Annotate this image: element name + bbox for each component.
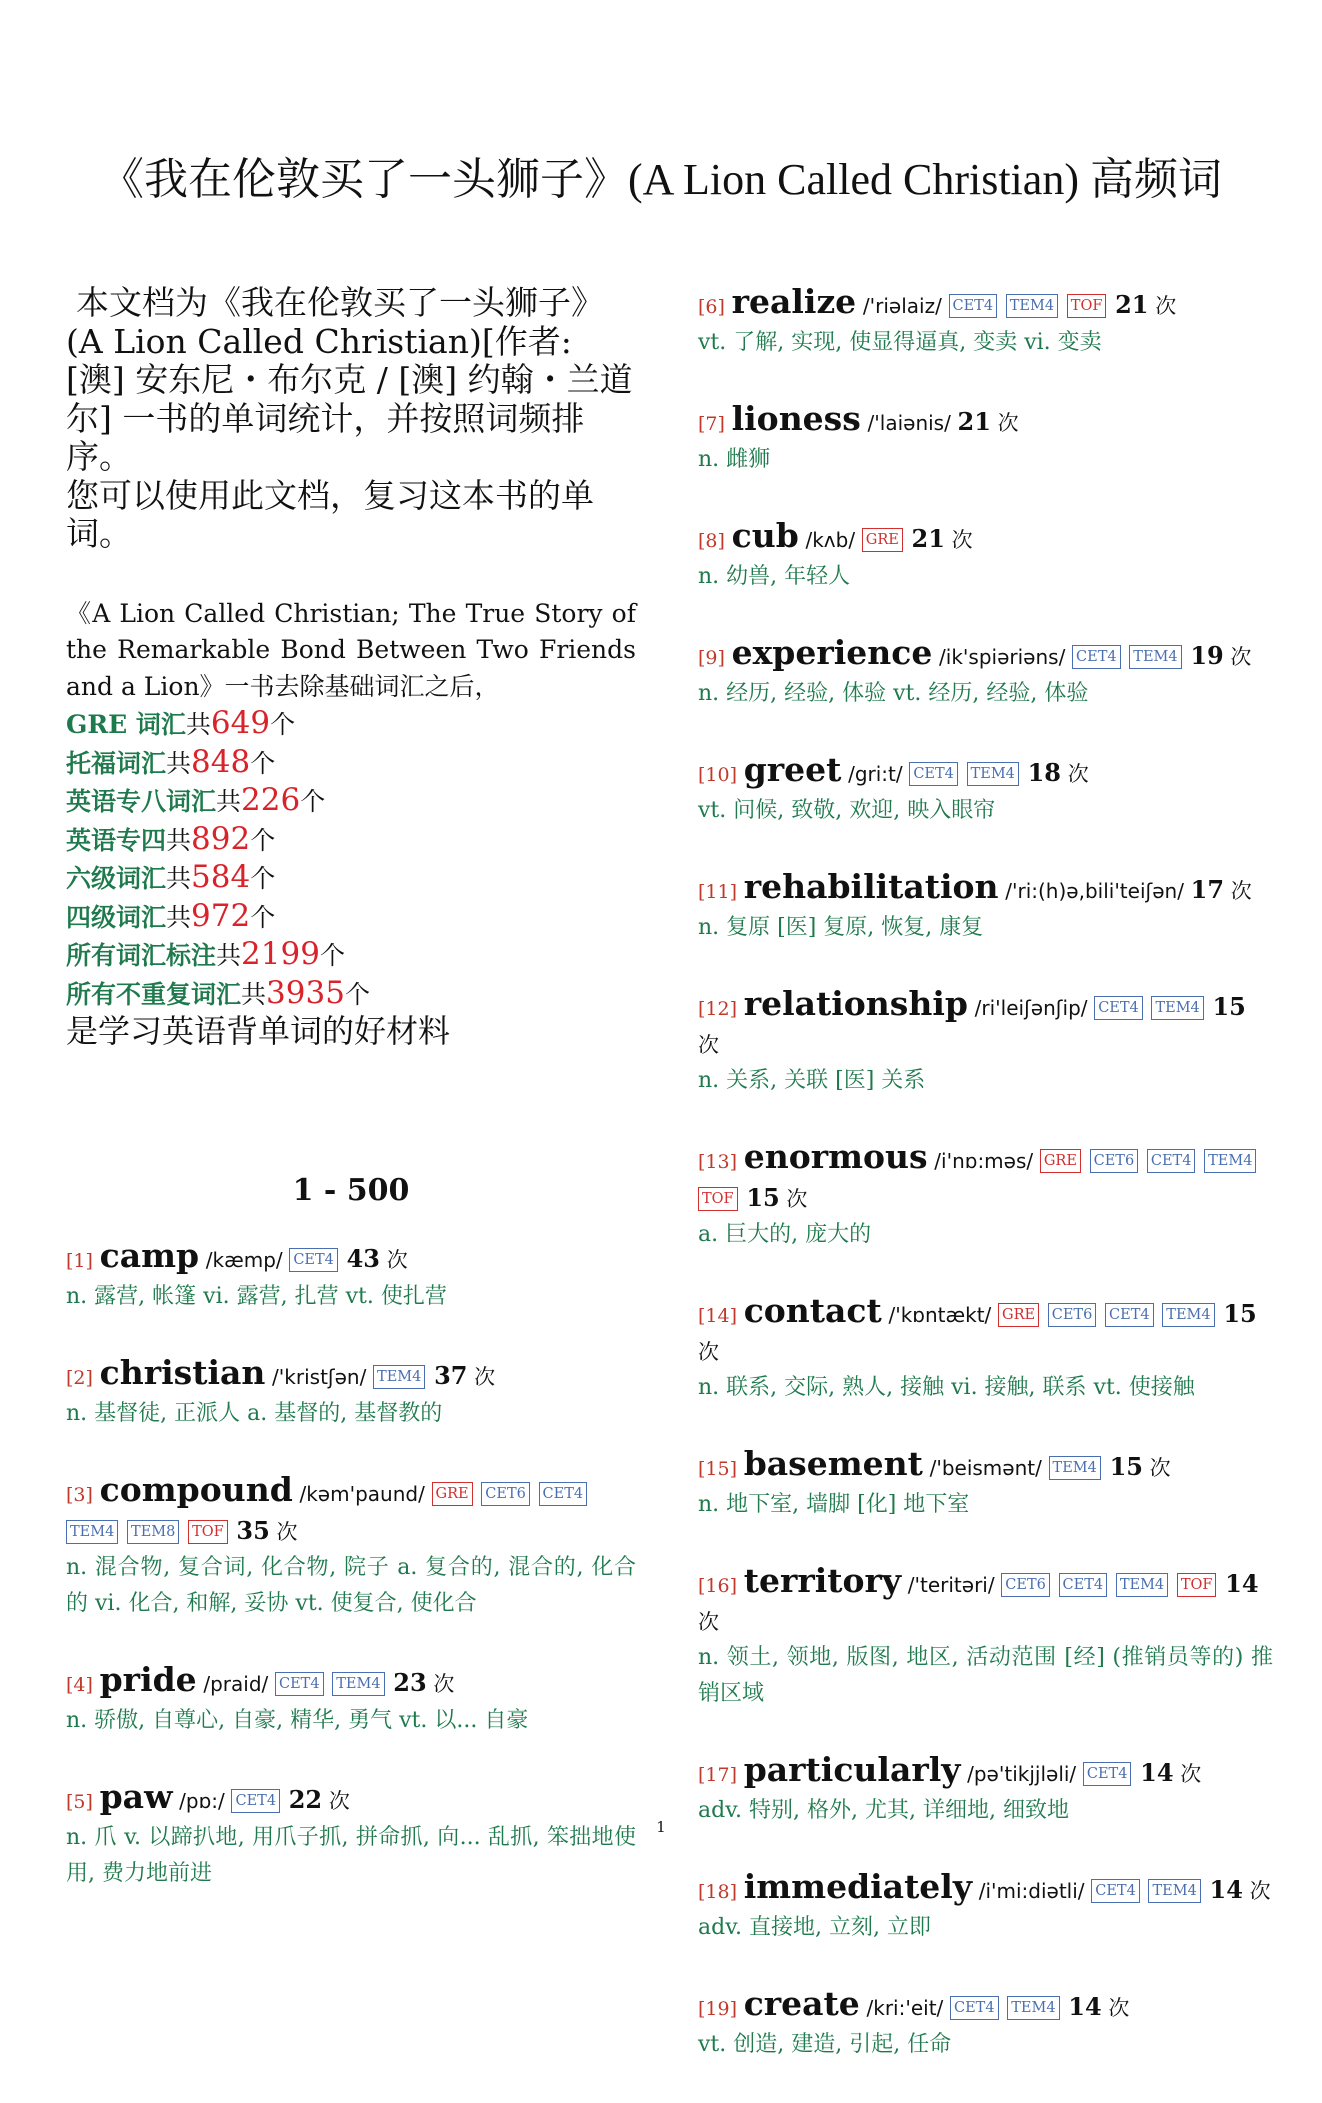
- entry-times-label: 次: [433, 1672, 455, 1696]
- entry-count: 21: [1115, 290, 1149, 319]
- entry-word: contact: [743, 1291, 882, 1330]
- entry-phonetic: /i'mi:diətli/: [978, 1879, 1085, 1903]
- entry-count: 14: [1225, 1569, 1259, 1598]
- entry-times-label: 次: [1155, 294, 1177, 318]
- stat-prefix: 共: [166, 825, 192, 855]
- stat-count: 226: [241, 782, 301, 818]
- stat-prefix: 共: [241, 979, 267, 1009]
- entry-head: [698, 518, 1273, 559]
- word-entry: [66, 1662, 636, 1739]
- entry-head: [66, 1662, 636, 1703]
- entry-count: 17: [1190, 875, 1225, 904]
- entry-head: [698, 401, 1273, 442]
- entry-count: 43: [346, 1244, 380, 1273]
- entry-index: [8]: [698, 530, 725, 552]
- entry-word: basement: [743, 1444, 923, 1483]
- exam-tag: TEM4: [66, 1520, 118, 1544]
- entry-phonetic: /'kɒntækt/: [888, 1303, 992, 1327]
- entry-head: [698, 752, 1273, 793]
- entry-head: [698, 635, 1273, 676]
- exam-tag: TEM4: [1049, 1456, 1101, 1480]
- entry-times-label: 次: [1149, 1456, 1171, 1480]
- stat-label: 英语专八词汇: [66, 787, 217, 816]
- entry-word: paw: [99, 1777, 173, 1816]
- entry-word: experience: [731, 633, 933, 672]
- section-title: 1 - 500: [292, 1173, 410, 1208]
- entry-phonetic: /praid/: [203, 1672, 269, 1696]
- stat-label: 六级词汇: [66, 864, 167, 893]
- stat-unit: 个: [250, 825, 276, 855]
- exam-tag: GRE: [1040, 1149, 1081, 1173]
- word-entry: [698, 1869, 1273, 1946]
- entry-definition: n. 联系, 交际, 熟人, 接触 vi. 接触, 联系 vt. 使接触: [698, 1375, 1195, 1400]
- entry-definition: n. 露营, 帐篷 vi. 露营, 扎营 vt. 使扎营: [66, 1284, 447, 1309]
- entry-index: [19]: [698, 1998, 738, 2020]
- stat-row: [66, 782, 636, 821]
- stat-count: 972: [191, 897, 251, 934]
- entry-definition: n. 地下室, 墙脚 [化] 地下室: [698, 1492, 970, 1517]
- entry-head: [66, 1355, 636, 1396]
- entry-word: immediately: [743, 1867, 973, 1906]
- exam-tag: CET4: [1094, 996, 1143, 1020]
- exam-tag: CET6: [1090, 1149, 1139, 1173]
- entry-count: 15: [1223, 1299, 1257, 1328]
- entry-times-label: 次: [698, 1340, 719, 1364]
- entry-word: territory: [743, 1561, 902, 1600]
- entry-head: [66, 1472, 636, 1550]
- entry-phonetic: /'ri:(h)ə,bili'teiʃən/: [1005, 879, 1184, 903]
- exam-tag: CET4: [949, 294, 998, 318]
- entry-times-label: 次: [1249, 1879, 1271, 1903]
- entry-definition: n. 复原 [医] 复原, 恢复, 康复: [698, 915, 984, 940]
- stat-label: 英语专四: [66, 825, 167, 855]
- word-entry: [698, 1986, 1273, 2063]
- entry-count: 21: [957, 407, 991, 436]
- entry-head: [698, 869, 1273, 910]
- entry-phonetic: /'kristʃən/: [272, 1365, 367, 1389]
- exam-tag: TEM4: [1162, 1303, 1214, 1327]
- entry-times-label: 次: [1230, 879, 1252, 903]
- exam-tag: TEM4: [967, 762, 1019, 786]
- entry-phonetic: /'riəlaiz/: [862, 294, 942, 318]
- entry-times-label: 次: [698, 1033, 719, 1057]
- entry-word: particularly: [743, 1750, 961, 1789]
- entry-count: 14: [1068, 1992, 1102, 2021]
- word-entry: [66, 1355, 636, 1432]
- stats-closing: 是学习英语背单词的好材料: [66, 1012, 451, 1050]
- stats-block: [66, 596, 636, 1050]
- entry-index: [11]: [698, 881, 738, 903]
- entry-phonetic: /kəm'paund/: [299, 1482, 425, 1506]
- stat-row: [66, 898, 636, 937]
- exam-tag: TOF: [188, 1520, 228, 1544]
- entry-phonetic: /'laiənis/: [867, 411, 951, 435]
- entry-count: 35: [236, 1516, 270, 1545]
- entry-times-label: 次: [786, 1187, 808, 1211]
- entry-phonetic: /kri:'eit/: [866, 1996, 944, 2020]
- word-entry: [698, 284, 1273, 361]
- exam-tag: TOF: [698, 1187, 738, 1211]
- word-entry: [66, 1472, 636, 1622]
- entry-word: cub: [731, 516, 799, 555]
- entry-definition: vt. 问候, 致敬, 欢迎, 映入眼帘: [698, 798, 996, 823]
- entry-index: [2]: [66, 1367, 93, 1389]
- entry-word: camp: [99, 1236, 200, 1275]
- word-entry: [698, 1563, 1273, 1712]
- entry-index: [15]: [698, 1458, 738, 1480]
- entry-word: christian: [99, 1353, 266, 1392]
- entry-index: [9]: [698, 647, 725, 669]
- entry-index: [14]: [698, 1305, 738, 1327]
- entry-times-label: 次: [951, 528, 973, 552]
- word-entry: [66, 1238, 636, 1315]
- word-list-left: [66, 1238, 636, 1892]
- stat-unit: 个: [250, 902, 276, 932]
- entry-definition: n. 雌狮: [698, 447, 771, 472]
- entry-word: lioness: [731, 399, 861, 438]
- entry-times-label: 次: [698, 1610, 719, 1634]
- entry-word: realize: [731, 282, 857, 321]
- entry-count: 21: [911, 524, 945, 553]
- entry-word: create: [743, 1984, 860, 2023]
- exam-tag: GRE: [862, 528, 903, 552]
- entry-count: 14: [1209, 1875, 1243, 1904]
- entry-phonetic: /'teritəri/: [907, 1573, 995, 1597]
- exam-tag: CET6: [481, 1482, 530, 1506]
- entry-times-label: 次: [276, 1520, 298, 1544]
- entry-count: 19: [1190, 641, 1224, 670]
- exam-tag: TEM4: [1006, 294, 1058, 318]
- stat-prefix: 共: [166, 864, 192, 893]
- stats-description: 《A Lion Called Christian; The True Story of the Remarkable Bond Between Two Friends and a Lion》一书去除基础词汇之后，: [66, 598, 636, 701]
- stat-label: 所有词汇标注: [66, 941, 217, 970]
- word-list-right: [698, 284, 1273, 2063]
- entry-head: [698, 1446, 1273, 1487]
- entry-head: [698, 1293, 1273, 1370]
- exam-tag: CET4: [909, 762, 958, 786]
- entry-head: [698, 1869, 1273, 1910]
- word-entry: [698, 986, 1273, 1099]
- stat-row: [66, 975, 636, 1014]
- stat-count: 3935: [266, 974, 345, 1011]
- exam-tag: CET4: [289, 1248, 338, 1272]
- stat-row: [66, 936, 636, 975]
- entry-definition: n. 幼兽, 年轻人: [698, 564, 851, 589]
- entry-index: [17]: [698, 1764, 738, 1786]
- entry-word: relationship: [743, 984, 968, 1023]
- exam-tag: TEM4: [1151, 996, 1203, 1020]
- entry-word: enormous: [743, 1137, 928, 1176]
- word-entry: [698, 869, 1273, 946]
- entry-times-label: 次: [1180, 1762, 1202, 1786]
- exam-tag: TEM4: [332, 1672, 384, 1696]
- stat-prefix: 共: [166, 902, 192, 932]
- stat-prefix: 共: [185, 710, 211, 739]
- entry-phonetic: /'beismənt/: [929, 1456, 1042, 1480]
- entry-count: 15: [746, 1183, 780, 1212]
- stat-row: [66, 821, 636, 860]
- exam-tag: CET4: [1083, 1762, 1132, 1786]
- entry-head: [698, 986, 1273, 1063]
- entry-definition: n. 领土, 领地, 版图, 地区, 活动范围 [经] (推销员等的) 推销区域: [698, 1645, 1273, 1706]
- intro: [66, 284, 636, 554]
- entry-count: 23: [393, 1668, 427, 1697]
- entry-phonetic: /kʌb/: [805, 528, 856, 552]
- document-title: 《我在伦敦买了一头狮子》(A Lion Called Christian) 高频词: [100, 155, 1222, 204]
- word-entry: [698, 1139, 1273, 1253]
- stat-label: GRE 词汇: [66, 710, 186, 739]
- entry-index: [16]: [698, 1575, 738, 1597]
- exam-tag: CET4: [1147, 1149, 1196, 1173]
- word-entry: [698, 518, 1273, 595]
- exam-tag: TEM4: [373, 1365, 425, 1389]
- stat-unit: 个: [250, 864, 276, 893]
- exam-tag: CET4: [1072, 645, 1121, 669]
- entry-count: 22: [288, 1785, 323, 1814]
- entry-index: [4]: [66, 1674, 93, 1696]
- stat-count: 892: [191, 820, 251, 857]
- stat-count: 2199: [241, 936, 320, 972]
- entry-definition: adv. 特别, 格外, 尤其, 详细地, 细致地: [698, 1798, 1069, 1823]
- exam-tag: TEM4: [1148, 1879, 1200, 1903]
- exam-tag: TEM8: [127, 1520, 179, 1544]
- entry-phonetic: /pɒ:/: [179, 1789, 225, 1813]
- entry-times-label: 次: [328, 1789, 350, 1813]
- entry-times-label: 次: [474, 1365, 496, 1389]
- exam-tag: GRE: [432, 1482, 473, 1506]
- exam-tag: TEM4: [1007, 1996, 1059, 2020]
- stat-prefix: 共: [216, 787, 242, 816]
- stat-row: [66, 705, 636, 744]
- exam-tag: CET6: [1048, 1303, 1097, 1327]
- entry-phonetic: /ik'spiəriəns/: [939, 645, 1066, 669]
- entry-index: [6]: [698, 296, 725, 318]
- word-entry: [698, 1446, 1273, 1523]
- entry-definition: adv. 直接地, 立刻, 立即: [698, 1915, 931, 1940]
- exam-tag: CET4: [231, 1789, 280, 1813]
- entry-times-label: 次: [997, 411, 1019, 435]
- exam-tag: CET4: [275, 1672, 324, 1696]
- entry-phonetic: /kæmp/: [205, 1248, 283, 1272]
- page-number: 1: [656, 1818, 666, 1836]
- entry-head: [66, 1238, 636, 1279]
- entry-definition: a. 巨大的, 庞大的: [698, 1222, 872, 1247]
- entry-count: 15: [1109, 1452, 1143, 1481]
- entry-word: compound: [99, 1470, 293, 1509]
- stat-unit: 个: [250, 748, 276, 778]
- entry-head: [698, 1752, 1273, 1793]
- entry-phonetic: /gri:t/: [848, 762, 903, 786]
- entry-head: [698, 1563, 1273, 1640]
- entry-index: [5]: [66, 1791, 93, 1813]
- entry-index: [3]: [66, 1484, 93, 1506]
- entry-definition: n. 骄傲, 自尊心, 自豪, 精华, 勇气 vt. 以... 自豪: [66, 1708, 529, 1733]
- entry-definition: n. 经历, 经验, 体验 vt. 经历, 经验, 体验: [698, 681, 1089, 706]
- intro-paragraph-1: 本文档为《我在伦敦买了一头狮子》(A Lion Called Christian)[作者: [澳] 安东尼・布尔克 / [澳] 约翰・兰道尔] 一书的单词统计，并按照词频排序。: [66, 283, 633, 476]
- stat-prefix: 共: [166, 748, 192, 778]
- word-entry: [698, 635, 1273, 712]
- stat-count: 584: [191, 859, 251, 895]
- entry-word: greet: [743, 750, 842, 789]
- word-entry: [698, 1293, 1273, 1406]
- entry-definition: n. 混合物, 复合词, 化合物, 院子 a. 复合的, 混合的, 化合的 vi. 化合, 和解, 妥协 vt. 使复合, 使化合: [66, 1555, 636, 1616]
- exam-tag: TOF: [1177, 1573, 1217, 1597]
- stat-unit: 个: [300, 787, 326, 816]
- stat-row: [66, 744, 636, 783]
- entry-word: pride: [99, 1660, 197, 1699]
- entry-definition: vt. 创造, 建造, 引起, 任命: [698, 2032, 952, 2057]
- stat-unit: 个: [344, 979, 370, 1009]
- stat-unit: 个: [319, 941, 345, 970]
- exam-tag: TEM4: [1204, 1149, 1256, 1173]
- entry-head: [66, 1779, 636, 1820]
- entry-count: 14: [1140, 1758, 1174, 1787]
- entry-head: [698, 1139, 1273, 1217]
- entry-index: [12]: [698, 998, 738, 1020]
- stat-label: 所有不重复词汇: [66, 979, 242, 1009]
- exam-tag: CET4: [1105, 1303, 1154, 1327]
- entry-definition: vt. 了解, 实现, 使显得逼真, 变卖 vi. 变卖: [698, 330, 1102, 355]
- exam-tag: CET4: [1059, 1573, 1108, 1597]
- stat-prefix: 共: [216, 941, 242, 970]
- entry-head: [698, 1986, 1273, 2027]
- intro-paragraph-2: 您可以使用此文档，复习这本书的单词。: [66, 475, 594, 553]
- exam-tag: CET6: [1001, 1573, 1050, 1597]
- stat-row: [66, 859, 636, 898]
- stat-count: 848: [191, 743, 251, 780]
- stat-count: 649: [210, 705, 271, 741]
- entry-index: [7]: [698, 413, 725, 435]
- entry-phonetic: /ri'leiʃənʃip/: [974, 996, 1088, 1020]
- exam-tag: CET4: [950, 1996, 999, 2020]
- stat-label: 托福词汇: [66, 748, 167, 778]
- stat-label: 四级词汇: [66, 902, 167, 932]
- exam-tag: GRE: [998, 1303, 1039, 1327]
- entry-phonetic: /pə'tikjjləli/: [967, 1762, 1077, 1786]
- exam-tag: TEM4: [1116, 1573, 1168, 1597]
- word-entry: [698, 401, 1273, 478]
- entry-times-label: 次: [1108, 1996, 1130, 2020]
- exam-tag: CET4: [539, 1482, 588, 1506]
- left-column: [66, 284, 636, 1932]
- entry-times-label: 次: [1230, 645, 1252, 669]
- exam-tag: TEM4: [1129, 645, 1181, 669]
- stat-unit: 个: [270, 710, 296, 739]
- entry-definition: n. 爪 v. 以蹄扒地, 用爪子抓, 拼命抓, 向... 乱抓, 笨拙地使用, 费力地前进: [66, 1825, 636, 1886]
- exam-tag: CET4: [1091, 1879, 1140, 1903]
- entry-count: 15: [1212, 992, 1246, 1021]
- entry-phonetic: /i'nɒ:məs/: [934, 1149, 1034, 1173]
- entry-word: rehabilitation: [743, 867, 999, 906]
- entry-times-label: 次: [1067, 762, 1089, 786]
- entry-index: [13]: [698, 1151, 738, 1173]
- entry-count: 18: [1027, 758, 1062, 787]
- entry-definition: n. 关系, 关联 [医] 关系: [698, 1068, 926, 1093]
- exam-tag: TOF: [1067, 294, 1107, 318]
- entry-head: [698, 284, 1273, 325]
- stats-list: [66, 705, 636, 1013]
- entry-index: [10]: [698, 764, 738, 786]
- entry-times-label: 次: [386, 1248, 408, 1272]
- word-entry: [698, 752, 1273, 829]
- entry-definition: n. 基督徒, 正派人 a. 基督的, 基督教的: [66, 1401, 443, 1426]
- entry-index: [1]: [66, 1250, 93, 1272]
- entry-index: [18]: [698, 1881, 738, 1903]
- entry-count: 37: [434, 1361, 468, 1390]
